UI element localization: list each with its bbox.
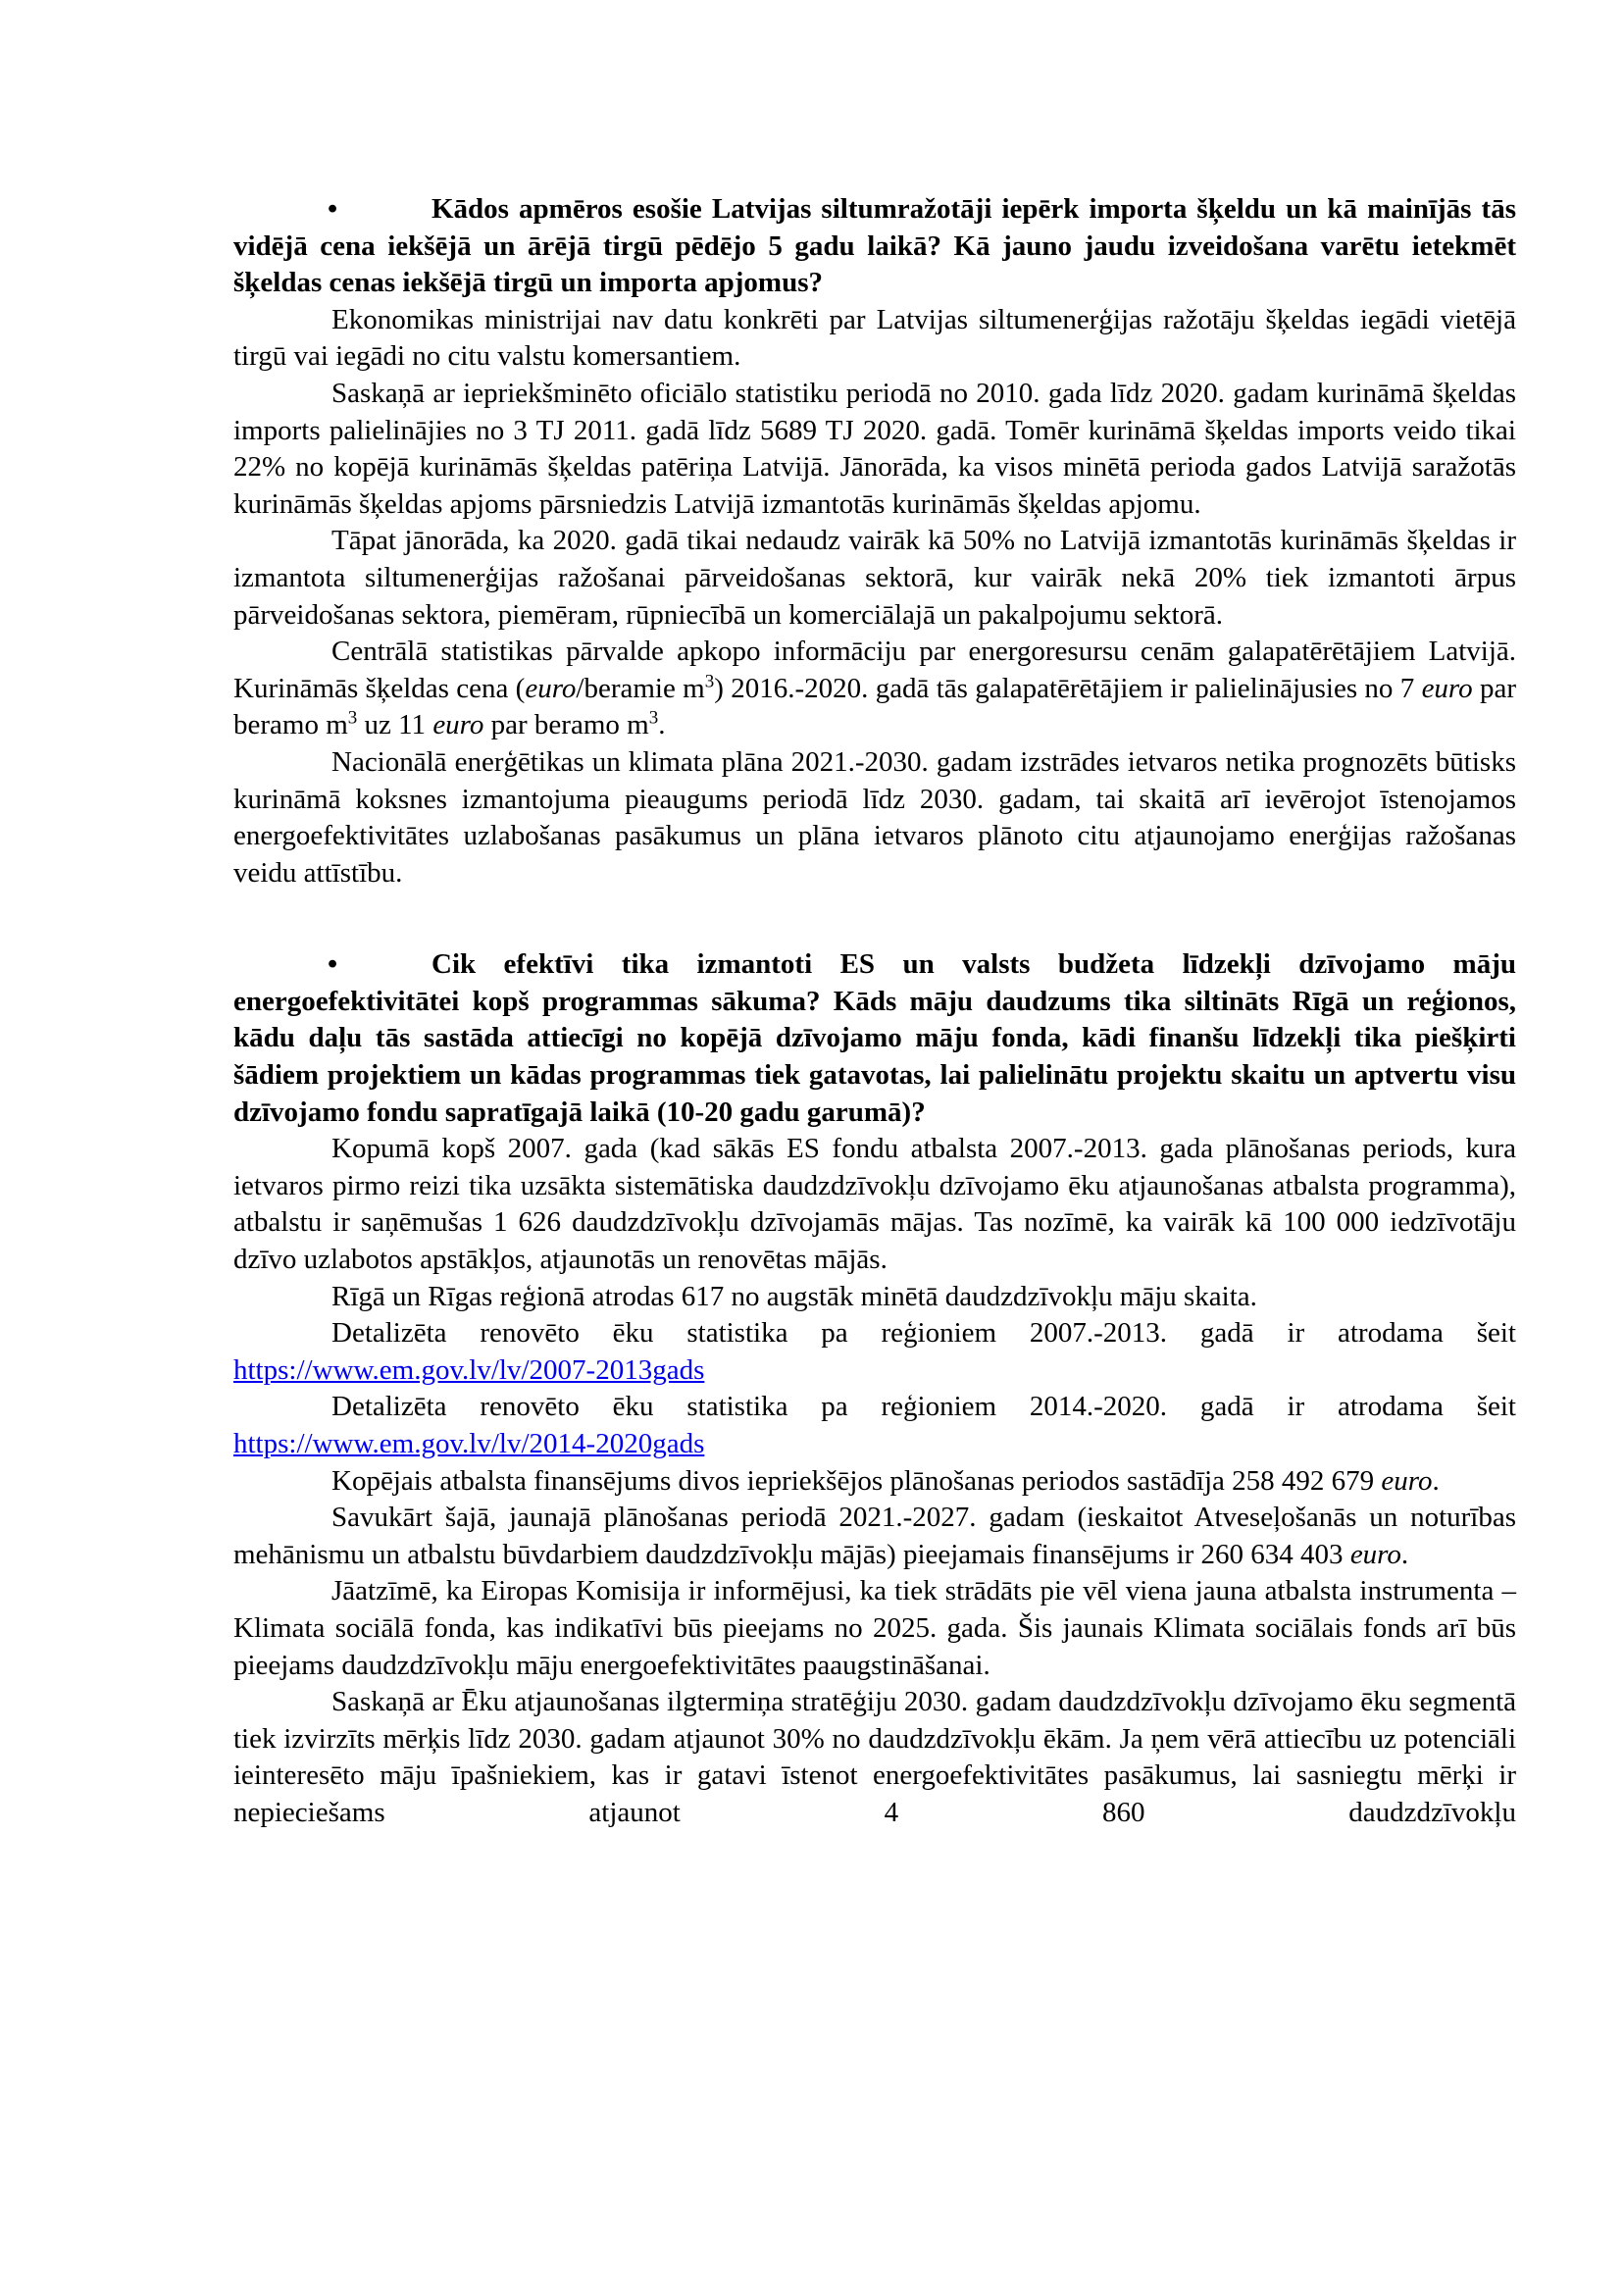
text-fragment: Kopējais atbalsta finansējums divos iepriekšējos plānošanas periodos sastādīja 258 492 679 <box>331 1464 1382 1497</box>
bullet-icon: • <box>328 948 338 981</box>
statistics-link-2007-2013[interactable]: https://www.em.gov.lv/lv/2007-2013gads <box>233 1353 705 1386</box>
answer-1-paragraph-3: Tāpat jānorāda, ka 2020. gadā tikai nedaudz vairāk kā 50% no Latvijā izmantotās kurināmās šķeldas ir izmantota siltumenerģijas ražošanai pārveidošanas sektorā, kur vairāk nekā 20% tiek izmantoti ārpus pārveidošanas sektora, piemēram, rūpniecībā un komerciālajā un pakalpojumu sektorā. <box>233 525 1516 631</box>
question-1-text: Kādos apmēros esošie Latvijas siltumražotāji iepērk importa šķeldu un kā mainījās tās vidējā cena iekšējā un ārējā tirgū pēdējo 5 gadu laikā? Kā jauno jaudu izveidošana varētu ietekmēt šķeldas cenas iekšējā tirgū un importa apjomus? <box>233 193 1516 299</box>
answer-1-paragraph-4 <box>233 634 1516 744</box>
bullet-icon: • <box>328 193 338 225</box>
document-page <box>233 191 1516 1832</box>
answer-2-paragraph-4: Detalizēta renovēto ēku statistika pa reģioniem 2014.-2020. gadā ir atrodama šeit <box>331 1391 1516 1423</box>
euro-italic: euro <box>1381 1464 1433 1497</box>
answer-1-paragraph-2: Saskaņā ar iepriekšminēto oficiālo statistiku periodā no 2010. gada līdz 2020. gadam kurināmā šķeldas imports palielinājies no 3 TJ 2011. gadā līdz 5689 TJ 2020. gadā. Tomēr kurināmā šķeldas imports veido tikai 22% no kopējā kurināmās šķeldas patēriņa Latvijā. Jānorāda, ka visos minētā perioda gados Latvijā saražotās kurināmās šķeldas apjoms pārsniedzis Latvijā izmantotās kurināmās šķeldas apjomu. <box>233 377 1516 520</box>
answer-2-paragraph-7: Jāatzīmē, ka Eiropas Komisija ir informējusi, ka tiek strādāts pie vēl viena jauna atbalsta instrumenta – Klimata sociālā fonda, kas indikatīvi būs pieejams no 2025. gada. Šis jaunais Klimata sociālais fonds arī būs pieejams daudzdzīvokļu māju energoefektivitātes paaugstināšanai. <box>233 1575 1516 1681</box>
text-fragment: par beramo m <box>233 672 1516 741</box>
answer-2-paragraph-2: Rīgā un Rīgas reģionā atrodas 617 no augstāk minētā daudzdzīvokļu māju skaita. <box>331 1280 1257 1312</box>
answer-1-paragraph-5: Nacionālā enerģētikas un klimata plāna 2021.-2030. gadam izstrādes ietvaros netika prognozēts būtisks kurināmā koksnes izmantojuma pieaugums periodā līdz 2030. gadam, tai skaitā arī ievērojot īstenojamos energoefektivitātes uzlabošanas pasākumus un plāna ietvaros plānoto citu atjaunojamo enerģijas ražošanas veidu attīstību. <box>233 745 1516 889</box>
text-fragment: . <box>658 709 666 741</box>
text-fragment: Savukārt šajā, jaunajā plānošanas periodā 2021.-2027. gadam (ieskaitot Atveseļošanās un noturības mehānismu un atbalstu būvdarbiem daudzdzīvokļu mājās) pieejamais finansējums ir 260 634 403 <box>233 1502 1516 1570</box>
link-line-2 <box>233 1426 1516 1463</box>
euro-italic: euro <box>525 672 577 704</box>
text-fragment: /beramie m <box>576 672 705 704</box>
euro-italic: euro <box>432 709 484 741</box>
link-line-1 <box>233 1352 1516 1390</box>
answer-2-paragraph-5 <box>233 1463 1516 1501</box>
text-fragment: uz 11 <box>357 709 433 741</box>
text-fragment: Centrālā statistikas pārvalde apkopo informāciju par energoresursu cenām galapatērētājiem Latvijā. Kurināmās šķeldas cena ( <box>233 636 1516 704</box>
euro-italic: euro <box>1349 1538 1401 1570</box>
text-fragment: par beramo m <box>483 709 649 741</box>
superscript: 3 <box>648 707 659 729</box>
answer-1-paragraph-1: Ekonomikas ministrijai nav datu konkrēti par Latvijas siltumenerģijas ražotāju šķeldas iegādi vietējā tirgū vai iegādi no citu valstu komersantiem. <box>233 303 1516 373</box>
statistics-link-2014-2020[interactable]: https://www.em.gov.lv/lv/2014-2020gads <box>233 1428 705 1459</box>
question-2 <box>233 946 1516 1131</box>
answer-2-paragraph-6 <box>233 1500 1516 1573</box>
answer-2-paragraph-3: Detalizēta renovēto ēku statistika pa reģioniem 2007.-2013. gadā ir atrodama šeit <box>331 1317 1516 1350</box>
euro-italic: euro <box>1421 672 1473 704</box>
question-2-text: Cik efektīvi tika izmantoti ES un valsts budžeta līdzekļi dzīvojamo māju energoefektivitātei kopš programmas sākuma? Kāds māju daudzums tika siltināts Rīgā un reģionos, kādu daļu tās sastāda attiecīgi no kopējā dzīvojamo māju fonda, kādi finanšu līdzekļi tika piešķirti šādiem projektiem un kādas programmas tiek gatavotas, lai palielinātu projektu skaitu un aptvertu visu dzīvojamo fondu sapratīgajā laikā (10-20 gadu garumā)? <box>233 948 1516 1128</box>
text-fragment: . <box>1432 1464 1440 1497</box>
superscript: 3 <box>704 671 715 692</box>
superscript: 3 <box>347 707 358 729</box>
answer-2-paragraph-8: Saskaņā ar Ēku atjaunošanas ilgtermiņa stratēģiju 2030. gadam daudzdzīvokļu dzīvojamo ēku segmentā tiek izvirzīts mērķis līdz 2030. gadam atjaunot 30% no daudzdzīvokļu ēkām. Ja ņem vērā attiecību uz potenciāli ieinteresēto māju īpašniekiem, kas ir gatavi īstenot energoefektivitātes pasākumus, lai sasniegtu mērķi ir nepieciešams atjaunot 4 860 daudzdzīvokļu <box>233 1686 1516 1828</box>
text-fragment: . <box>1400 1538 1409 1570</box>
question-1 <box>233 191 1516 302</box>
answer-2-paragraph-1: Kopumā kopš 2007. gada (kad sākās ES fondu atbalsta 2007.-2013. gada plānošanas periods, kura ietvaros pirmo reizi tika uzsākta sistemātiska daudzdzīvokļu dzīvojamo ēku atjaunošanas atbalsta programma), atbalstu ir saņēmušas 1 626 daudzdzīvokļu dzīvojamās mājas. Tas nozīmē, ka vairāk kā 100 000 iedzīvotāju dzīvo uzlabotos apstākļos, atjaunotās un renovētas mājās. <box>233 1133 1516 1276</box>
text-fragment: ) 2016.-2020. gadā tās galapatērētājiem ir palielinājusies no 7 <box>714 672 1422 704</box>
